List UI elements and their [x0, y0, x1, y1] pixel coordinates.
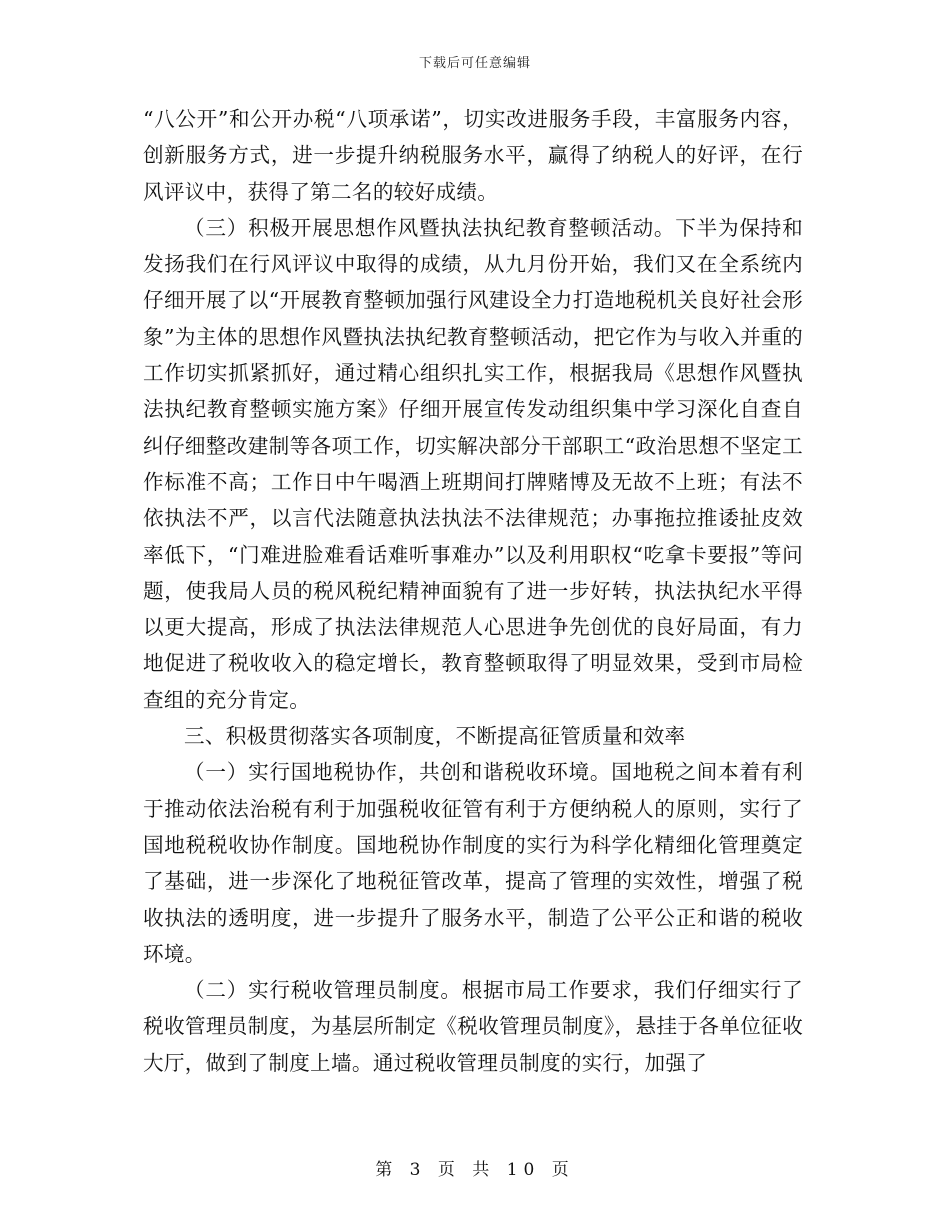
- paragraph-subsection-1: （一）实行国地税协作，共创和谐税收环境。国地税之间本着有利于推动依法治税有利于加强税收征管有利于方便纳税人的原则，实行了国地税税收协作制度。国地税协作制度的实行为科学化精细化管理奠定了基础，进一步深化了地税征管改革，提高了管理的实效性，增强了税收执法的透明度，进一步提升了服务水平，制造了公平公正和谐的税收环境。: [143, 760, 803, 966]
- paragraph-subsection-2: （二）实行税收管理员制度。根据市局工作要求，我们仔细实行了税收管理员制度，为基层所制定《税收管理员制度》，悬挂于各单位征收大厅，做到了制度上墙。通过税收管理员制度的实行，加强了: [143, 978, 803, 1075]
- page-number-footer: 第 3 页 共 10 页: [375, 1160, 575, 1180]
- paragraph-subsection-3: （三）积极开展思想作风暨执法执纪教育整顿活动。下半为保持和发扬我们在行风评议中取得的成绩，从九月份开始，我们又在全系统内仔细开展了以“开展教育整顿加强行风建设全力打造地税机关良好社会形象”为主体的思想作风暨执法执纪教育整顿活动，把它作为与收入并重的工作切实抓紧抓好，通过精心组织扎实工作，根据我局《思想作风暨执法执纪教育整顿实施方案》仔细开展宣传发动组织集中学习深化自查自纠仔细整改建制等各项工作，切实解决部分干部职工“政治思想不坚定工作标准不高；工作日中午喝酒上班期间打牌赌博及无故不上班；有法不依执法不严，以言代法随意执法执法不法律规范；办事拖拉推诿扯皮效率低下，“门难进脸难看话难听事难办”以及利用职权“吃拿卡要报”等问题，使我局人员的税风税纪精神面貌有了进一步好转，执法执纪水平得以更大提高，形成了执法法律规范人心思进争先创优的良好局面，有力地促进了税收收入的稳定增长，教育整顿取得了明显效果，受到市局检查组的充分肯定。: [143, 215, 803, 712]
- section-heading-3: 三、积极贯彻落实各项制度，不断提高征管质量和效率: [184, 724, 686, 749]
- page-header: 下载后可任意编辑: [418, 56, 531, 71]
- paragraph-continuation: “八公开”和公开办税“八项承诺”，切实改进服务手段，丰富服务内容，创新服务方式，进一步提升纳税服务水平，赢得了纳税人的好评，在行风评议中，获得了第二名的较好成绩。: [143, 107, 803, 204]
- document-body: [143, 101, 803, 1081]
